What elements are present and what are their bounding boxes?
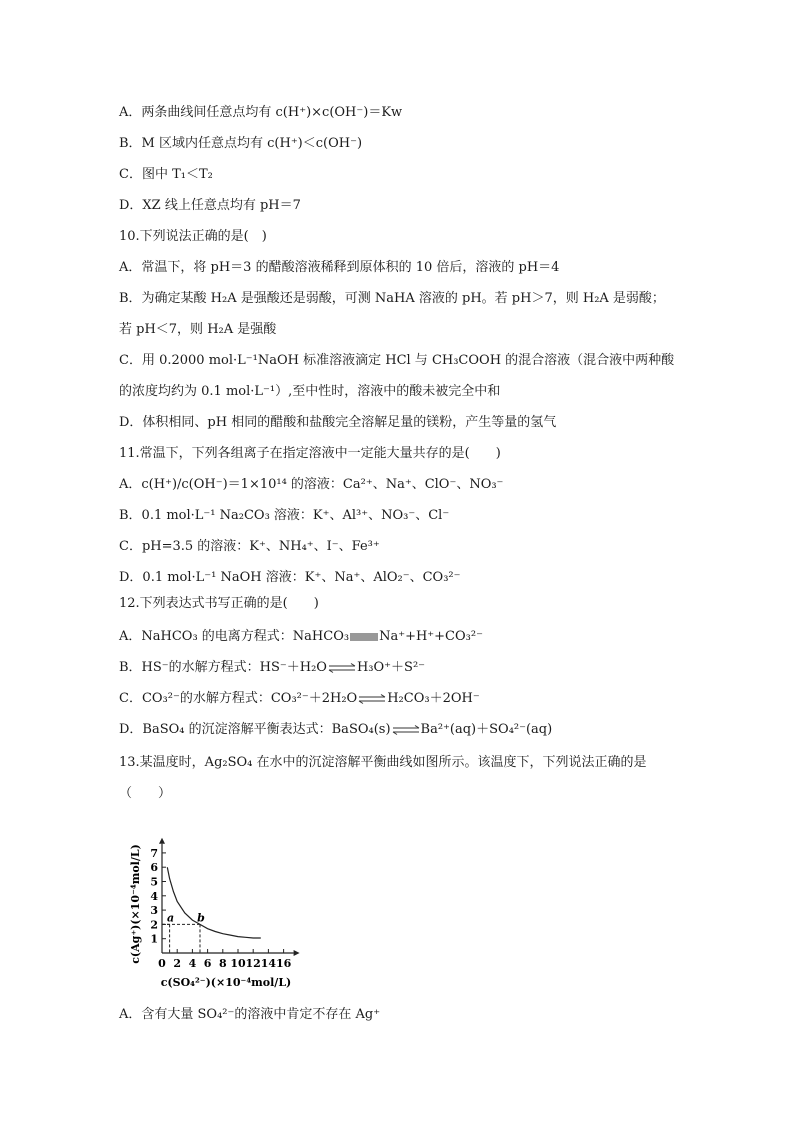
q10-option-c-line2: 的浓度均约为 0.1 mol·L⁻¹）,至中性时，溶液中的酸未被完全中和 xyxy=(119,384,501,399)
chart-axes xyxy=(159,838,300,956)
x-tick-label: 16 xyxy=(275,957,292,970)
q12-a-right: Na⁺+H⁺+CO₃²⁻ xyxy=(379,629,483,644)
equilibrium-arrow-icon xyxy=(357,694,387,704)
q11-option-b: B．0.1 mol·L⁻¹ Na₂CO₃ 溶液：K⁺、Al³⁺、NO₃⁻、Cl⁻ xyxy=(119,508,450,523)
x-tick-label: 6 xyxy=(203,957,212,970)
q12-option-d xyxy=(119,721,552,739)
y-tick-label: 2 xyxy=(150,918,158,932)
q12-option-b xyxy=(119,659,425,677)
y-tick-label: 5 xyxy=(150,875,158,889)
x-axis-arrow-icon xyxy=(294,950,300,956)
y-axis-arrow-icon xyxy=(159,838,165,844)
x-tick-label: 2 xyxy=(173,957,182,970)
q11-option-c: C．pH=3.5 的溶液：K⁺、NH₄⁺、I⁻、Fe³⁺ xyxy=(119,539,380,554)
q12-option-a xyxy=(119,628,483,646)
x-tick-label: 14 xyxy=(260,957,277,970)
q12-b-left: B．HS⁻的水解方程式：HS⁻＋H₂O xyxy=(119,660,327,675)
q13-option-a: A．含有大量 SO₄²⁻的溶液中肯定不存在 Ag⁺ xyxy=(119,1007,381,1022)
q12-b-right: H₃O⁺＋S²⁻ xyxy=(356,660,426,675)
q9-option-c: C．图中 T₁＜T₂ xyxy=(119,167,213,182)
chart-points xyxy=(167,911,205,924)
q10-option-b-line1: B．为确定某酸 H₂A 是强酸还是弱酸，可测 NaHA 溶液的 pH。若 pH＞7，则 H₂A 是弱酸； xyxy=(119,291,665,306)
q10-option-b-line2: 若 pH＜7，则 H₂A 是强酸 xyxy=(119,322,277,337)
chart-guide-lines xyxy=(162,924,200,953)
q13-answer-paren: （ ） xyxy=(119,786,172,801)
x-tick-label: 10 xyxy=(230,957,246,970)
x-tick-label: 8 xyxy=(218,957,227,970)
point-label-b: b xyxy=(197,911,205,925)
q9-option-a: A．两条曲线间任意点均有 c(H⁺)×c(OH⁻)＝Kw xyxy=(119,105,403,120)
y-tick-label: 6 xyxy=(150,861,158,875)
q11-option-d: D．0.1 mol·L⁻¹ NaOH 溶液：K⁺、Na⁺、AlO₂⁻、CO₃²⁻ xyxy=(119,570,461,585)
q9-option-d: D．XZ 线上任意点均有 pH＝7 xyxy=(119,198,301,213)
equilibrium-arrow-icon xyxy=(391,725,421,735)
q12-d-right: Ba²⁺(aq)＋SO₄²⁻(aq) xyxy=(420,722,553,737)
equilibrium-curve xyxy=(167,867,260,938)
q10-option-c-line1: C．用 0.2000 mol·L⁻¹NaOH 标准溶液滴定 HCl 与 CH₃COOH 的混合溶液（混合液中两种酸 xyxy=(119,353,675,368)
q10-option-a: A．常温下，将 pH＝3 的醋酸溶液稀释到原体积的 10 倍后，溶液的 pH＝4 xyxy=(119,260,560,275)
y-tick-label: 1 xyxy=(150,932,158,946)
solubility-equilibrium-chart xyxy=(126,822,346,992)
x-tick-label: 4 xyxy=(188,957,197,970)
q12-a-left: A．NaHCO₃ 的电离方程式：NaHCO₃ xyxy=(119,629,350,644)
q12-d-left: D．BaSO₄ 的沉淀溶解平衡表达式：BaSO₄(s) xyxy=(119,722,391,737)
q13-stem: 13.某温度时，Ag₂SO₄ 在水中的沉淀溶解平衡曲线如图所示。该温度下，下列说法正确的是 xyxy=(119,755,647,770)
full-ionization-sign-icon xyxy=(349,632,379,642)
y-tick-label: 7 xyxy=(150,846,158,860)
q12-c-left: C．CO₃²⁻的水解方程式：CO₃²⁻＋2H₂O xyxy=(119,691,358,706)
q11-stem: 11.常温下，下列各组离子在指定溶液中一定能大量共存的是( ) xyxy=(119,446,501,461)
y-tick-label: 4 xyxy=(150,889,158,903)
x-tick-label: 0 xyxy=(158,957,166,970)
q9-option-b: B．M 区域内任意点均有 c(H⁺)＜c(OH⁻) xyxy=(119,136,363,151)
y-tick-label: 3 xyxy=(150,904,158,918)
q10-option-d: D．体积相同、pH 相同的醋酸和盐酸完全溶解足量的镁粉，产生等量的氢气 xyxy=(119,415,557,430)
chart-ticks xyxy=(150,847,291,970)
q12-c-right: H₂CO₃＋2OH⁻ xyxy=(387,691,480,706)
y-axis-label: c(Ag⁺)(×10⁻⁴mol/L) xyxy=(129,844,142,964)
q12-stem: 12.下列表达式书写正确的是( ) xyxy=(119,596,319,611)
q12-option-c xyxy=(119,690,480,708)
x-tick-label: 12 xyxy=(245,957,261,970)
q11-option-a: A．c(H⁺)/c(OH⁻)＝1×10¹⁴ 的溶液：Ca²⁺、Na⁺、ClO⁻、NO₃⁻ xyxy=(119,477,504,492)
equilibrium-arrow-icon xyxy=(327,663,357,673)
point-label-a: a xyxy=(167,911,175,925)
x-axis-label: c(SO₄²⁻)(×10⁻⁴mol/L) xyxy=(160,976,292,989)
q10-stem: 10.下列说法正确的是( ) xyxy=(119,229,267,244)
